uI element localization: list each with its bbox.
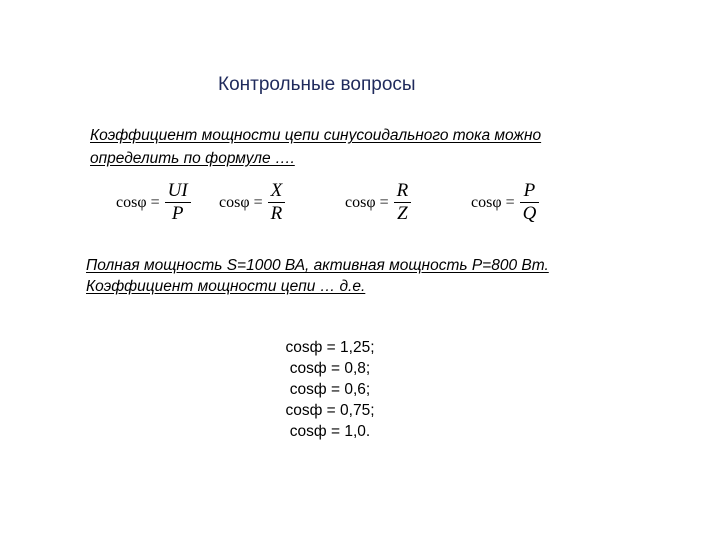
- question2-line1: Полная мощность S=1000 ВА, активная мощность P=800 Вт.: [86, 257, 549, 274]
- answer-option-3: cosф = 0,6;: [289, 381, 371, 398]
- formula-denominator: R: [270, 203, 283, 224]
- formula-fraction: [268, 181, 286, 224]
- formula-numerator: R: [396, 180, 409, 201]
- formula-lhs: cosφ =: [219, 193, 263, 211]
- answer-option-5: cosф = 1,0.: [289, 423, 371, 440]
- formula-denominator: P: [171, 203, 184, 224]
- formula-denominator: Q: [522, 203, 537, 224]
- answer-options-list: [250, 337, 410, 442]
- formula-numerator: UI: [167, 180, 188, 201]
- formula-numerator: P: [523, 180, 536, 201]
- formula-option-2: [219, 181, 285, 224]
- answer-option-1: cosф = 1,25;: [285, 339, 375, 356]
- formula-lhs: cosφ =: [345, 193, 389, 211]
- formula-option-1: [116, 181, 191, 224]
- formula-fraction: [520, 181, 540, 224]
- question2-line2: Коэффициент мощности цепи … д.е.: [86, 278, 366, 295]
- question1-line1: Коэффициент мощности цепи синусоидального тока можно: [90, 127, 542, 144]
- formula-fraction: [165, 181, 191, 224]
- formula-denominator: Z: [397, 203, 408, 224]
- question1-line2: определить по формуле ….: [90, 150, 295, 167]
- formula-lhs: cosφ =: [116, 193, 160, 211]
- formula-lhs: cosφ =: [471, 193, 515, 211]
- answer-option-2: cosф = 0,8;: [289, 360, 371, 377]
- formula-numerator: X: [270, 180, 283, 201]
- formula-fraction: [394, 181, 412, 224]
- slide-title: Контрольные вопросы: [218, 74, 416, 95]
- answer-option-4: cosф = 0,75;: [285, 402, 375, 419]
- formula-option-3: [345, 181, 411, 224]
- formula-option-4: [471, 181, 539, 224]
